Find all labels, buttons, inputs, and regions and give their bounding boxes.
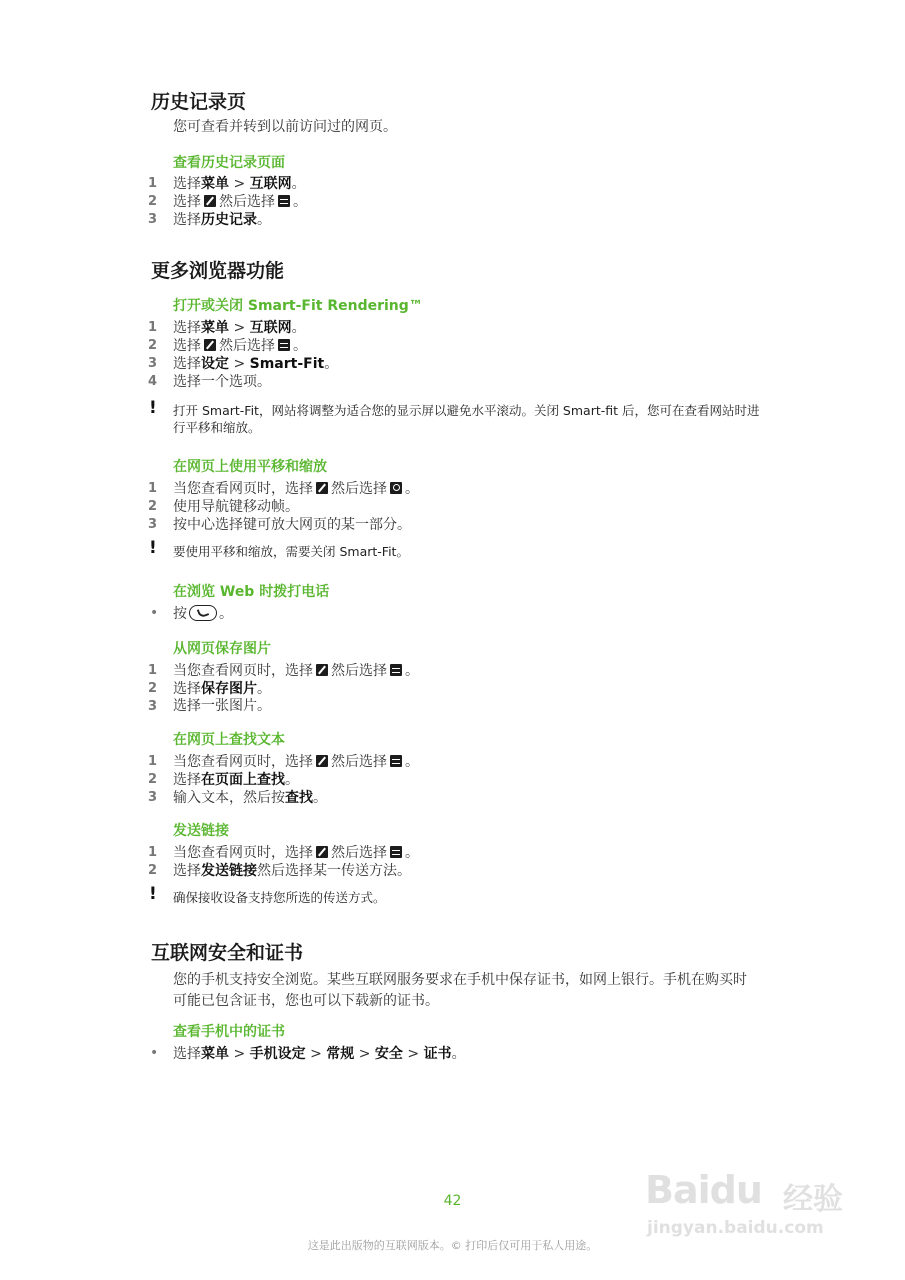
toolbox-icon bbox=[390, 664, 402, 676]
step-number: 3 bbox=[148, 790, 158, 805]
history-step-1: 选择菜单 > 互联网。 bbox=[173, 176, 306, 192]
save-step-3: 选择一张图片。 bbox=[173, 698, 271, 714]
smartfit-step-1: 选择菜单 > 互联网。 bbox=[173, 320, 306, 336]
save-step-1: 当您查看网页时，选择 然后选择 。 bbox=[173, 663, 419, 679]
step-number: 3 bbox=[148, 356, 158, 371]
step-number: 1 bbox=[148, 176, 158, 191]
smartfit-note: 打开 Smart-Fit，网站将调整为适合您的显示屏以避免水平滚动。关闭 Smart-fit 后，您可在查看网站时进行平移和缩放。 bbox=[173, 403, 760, 435]
section-title-history: 历史记录页 bbox=[151, 91, 247, 113]
smartfit-step-4: 选择一个选项。 bbox=[173, 374, 271, 390]
pan-step-3: 按中心选择键可放大网页的某一部分。 bbox=[173, 517, 411, 533]
pan-note: 要使用平移和缩放，需要关闭 Smart-Fit。 bbox=[173, 544, 409, 559]
step-number: 3 bbox=[148, 517, 158, 532]
step-number: 1 bbox=[148, 481, 158, 496]
security-intro: 您的手机支持安全浏览。某些互联网服务要求在手机中保存证书，如网上银行。手机在购买时可能已包含证书，您也可以下载新的证书。 bbox=[173, 972, 747, 1009]
section-title-more-features: 更多浏览器功能 bbox=[151, 260, 285, 282]
smartfit-step-2: 选择 然后选择 。 bbox=[173, 338, 307, 354]
subheading-send-link: 发送链接 bbox=[173, 823, 229, 839]
toolbox-icon bbox=[390, 846, 402, 858]
history-intro: 您可查看并转到以前访问过的网页。 bbox=[173, 119, 397, 135]
call-bullet-1: 按 。 bbox=[173, 606, 233, 622]
pan-step-1: 当您查看网页时，选择 然后选择 。 bbox=[173, 481, 419, 497]
send-step-2: 选择发送链接然后选择某一传送方法。 bbox=[173, 863, 411, 879]
watermark-url: jingyan.baidu.com bbox=[647, 1218, 824, 1238]
step-number: 1 bbox=[148, 663, 158, 678]
step-number: 1 bbox=[148, 754, 158, 769]
subheading-certificates: 查看手机中的证书 bbox=[173, 1024, 285, 1040]
save-step-2: 选择保存图片。 bbox=[173, 681, 271, 697]
step-number: 2 bbox=[148, 499, 158, 514]
toolbox-icon bbox=[278, 339, 290, 351]
subheading-save-image: 从网页保存图片 bbox=[173, 641, 271, 657]
step-number: 4 bbox=[148, 374, 158, 389]
note-icon: ! bbox=[149, 398, 157, 418]
step-number: 2 bbox=[148, 338, 158, 353]
toolbox-icon bbox=[278, 195, 290, 207]
send-note: 确保接收设备支持您所选的传送方式。 bbox=[173, 890, 386, 905]
subheading-smart-fit: 打开或关闭 Smart-Fit Rendering™ bbox=[173, 298, 423, 314]
step-number: 3 bbox=[148, 212, 158, 227]
send-step-1: 当您查看网页时，选择 然后选择 。 bbox=[173, 845, 419, 861]
subheading-call: 在浏览 Web 时拨打电话 bbox=[173, 584, 330, 600]
step-number: 2 bbox=[148, 772, 158, 787]
note-icon: ! bbox=[149, 884, 157, 904]
smartfit-step-3: 选择设定 > Smart-Fit。 bbox=[173, 356, 339, 372]
step-number: 2 bbox=[148, 863, 158, 878]
edit-icon bbox=[316, 664, 328, 676]
step-number: 1 bbox=[148, 845, 158, 860]
call-key-icon bbox=[189, 605, 217, 621]
history-step-3: 选择历史记录。 bbox=[173, 212, 271, 228]
edit-icon bbox=[316, 846, 328, 858]
edit-icon bbox=[204, 195, 216, 207]
edit-icon bbox=[316, 755, 328, 767]
edit-icon bbox=[316, 482, 328, 494]
pan-step-2: 使用导航键移动帧。 bbox=[173, 499, 299, 515]
step-number: 1 bbox=[148, 320, 158, 335]
history-step-2: 选择 然后选择 。 bbox=[173, 194, 307, 210]
find-step-3: 输入文本，然后按查找。 bbox=[173, 790, 327, 806]
step-number: 2 bbox=[148, 681, 158, 696]
step-number: 3 bbox=[148, 699, 158, 714]
footer-text: 这是此出版物的互联网版本。© 打印后仅可用于私人用途。 bbox=[307, 1239, 598, 1252]
subheading-find-text: 在网页上查找文本 bbox=[173, 732, 285, 748]
bullet: • bbox=[150, 605, 159, 621]
page-number: 42 bbox=[443, 1193, 462, 1209]
step-number: 2 bbox=[148, 194, 158, 209]
subheading-view-history: 查看历史记录页面 bbox=[173, 155, 285, 171]
watermark-cn: 经验 bbox=[783, 1182, 843, 1217]
note-icon: ! bbox=[149, 538, 157, 558]
edit-icon bbox=[204, 339, 216, 351]
subheading-pan-zoom: 在网页上使用平移和缩放 bbox=[173, 459, 327, 475]
find-step-1: 当您查看网页时，选择 然后选择 。 bbox=[173, 754, 419, 770]
bullet: • bbox=[150, 1045, 159, 1061]
security-bullet-1: 选择菜单 > 手机设定 > 常规 > 安全 > 证书。 bbox=[173, 1046, 466, 1062]
zoom-icon bbox=[390, 482, 402, 494]
section-title-security: 互联网安全和证书 bbox=[151, 942, 304, 964]
watermark-logo: Baidu bbox=[645, 1168, 762, 1212]
toolbox-icon bbox=[390, 755, 402, 767]
find-step-2: 选择在页面上查找。 bbox=[173, 772, 299, 788]
